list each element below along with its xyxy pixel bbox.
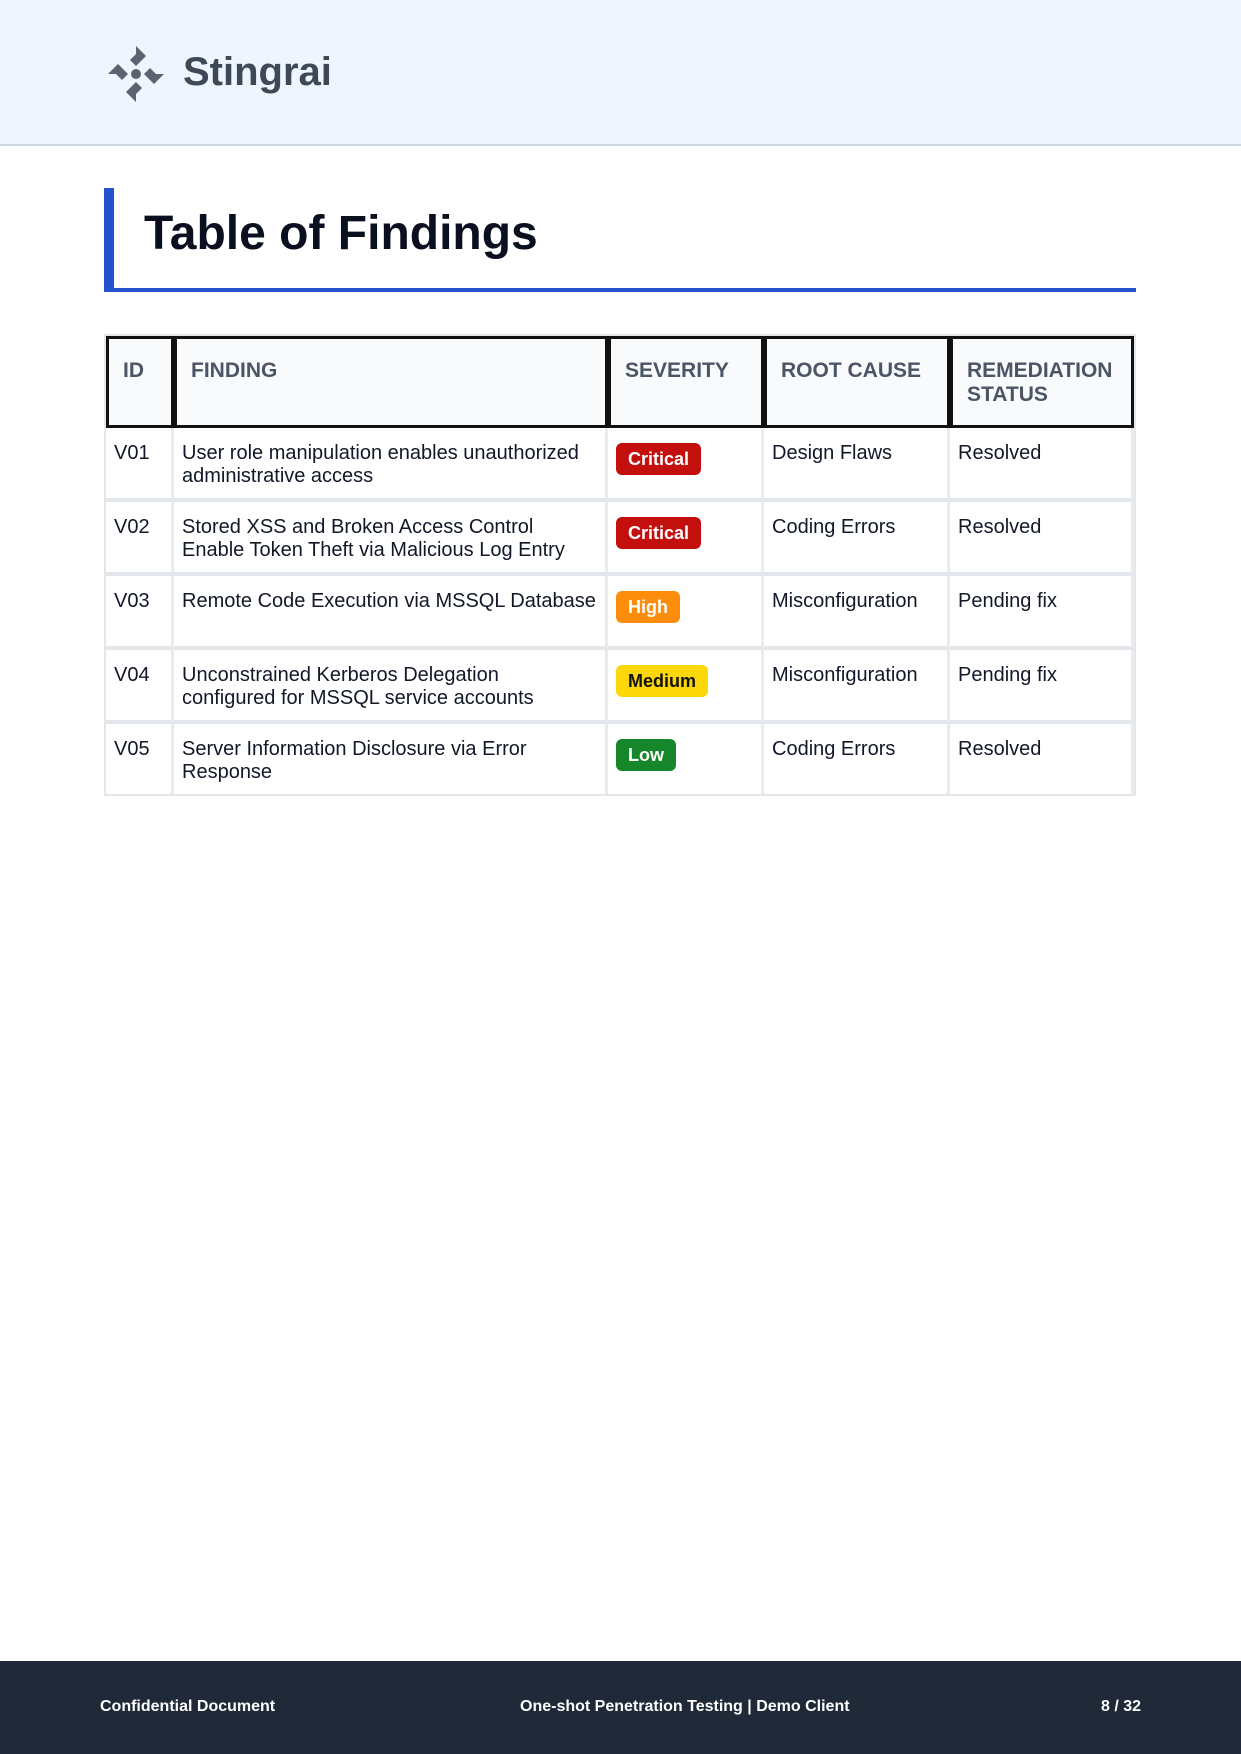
finding-title: Unconstrained Kerberos Delegation configured for MSSQL service accounts: [174, 650, 608, 724]
severity-badge: Critical: [616, 443, 701, 475]
table-row: [106, 576, 1134, 650]
column-header-remediation-status: REMEDIATION STATUS: [950, 336, 1134, 428]
finding-id: V02: [106, 502, 174, 576]
finding-id: V04: [106, 650, 174, 724]
page-header: [0, 0, 1241, 146]
title-block: [104, 188, 1136, 292]
finding-title: User role manipulation enables unauthorized administrative access: [174, 428, 608, 502]
severity-cell: [608, 576, 764, 650]
column-header-id: ID: [106, 336, 174, 428]
stingrai-logo-icon: [106, 44, 166, 104]
finding-id: V01: [106, 428, 174, 502]
root-cause: Coding Errors: [764, 502, 950, 576]
finding-title: Remote Code Execution via MSSQL Database: [174, 576, 608, 650]
footer-document-title: One-shot Penetration Testing | Demo Client: [520, 1698, 850, 1715]
findings-table: [104, 334, 1136, 796]
severity-cell: [608, 428, 764, 502]
table-row: [106, 724, 1134, 794]
root-cause: Misconfiguration: [764, 650, 950, 724]
finding-id: V05: [106, 724, 174, 794]
footer-page-number: 8 / 32: [1100, 1698, 1141, 1715]
brand-name: Stingrai: [183, 50, 332, 94]
severity-badge: Medium: [616, 665, 708, 697]
remediation-status: Pending fix: [950, 576, 1134, 650]
remediation-status: Resolved: [950, 428, 1134, 502]
table-row: [106, 428, 1134, 502]
table-header-row: [106, 336, 1134, 428]
severity-cell: [608, 502, 764, 576]
finding-title: Stored XSS and Broken Access Control Enable Token Theft via Malicious Log Entry: [174, 502, 608, 576]
column-header-root-cause: ROOT CAUSE: [764, 336, 950, 428]
severity-badge: High: [616, 591, 680, 623]
root-cause: Misconfiguration: [764, 576, 950, 650]
severity-cell: [608, 650, 764, 724]
finding-title: Server Information Disclosure via Error Response: [174, 724, 608, 794]
severity-badge: Low: [616, 739, 676, 771]
severity-cell: [608, 724, 764, 794]
severity-badge: Critical: [616, 517, 701, 549]
root-cause: Coding Errors: [764, 724, 950, 794]
footer-confidential-label: Confidential Document: [100, 1698, 276, 1715]
root-cause: Design Flaws: [764, 428, 950, 502]
table-row: [106, 650, 1134, 724]
remediation-status: Pending fix: [950, 650, 1134, 724]
remediation-status: Resolved: [950, 724, 1134, 794]
remediation-status: Resolved: [950, 502, 1134, 576]
page-footer: [0, 1661, 1241, 1754]
finding-id: V03: [106, 576, 174, 650]
column-header-finding: FINDING: [174, 336, 608, 428]
column-header-severity: SEVERITY: [608, 336, 764, 428]
table-row: [106, 502, 1134, 576]
page-title: Table of Findings: [144, 207, 538, 260]
